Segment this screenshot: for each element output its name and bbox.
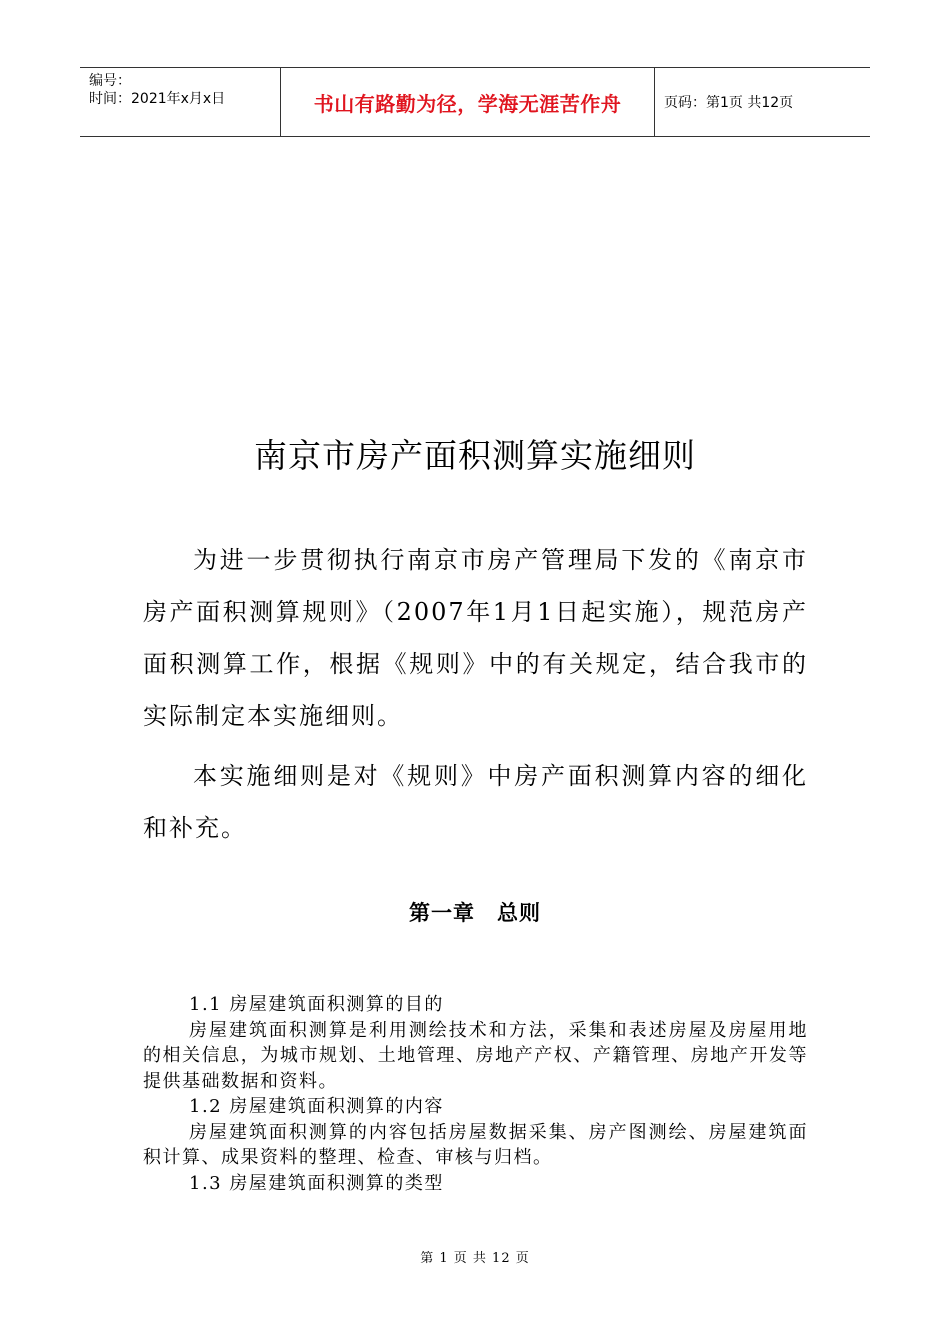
header-motto-cell bbox=[281, 68, 655, 136]
header-meta-cell bbox=[80, 68, 281, 136]
section-body-1-1: 房屋建筑面积测算是利用测绘技术和方法，采集和表述房屋及房屋用地的相关信息，为城市规划、土地管理、房地产产权、产籍管理、房地产开发等提供基础数据和资料。 bbox=[143, 1019, 808, 1092]
intro-paragraph-1: 为进一步贯彻执行南京市房产管理局下发的《南京市房产面积测算规则》（2007年1月1日起实施），规范房产面积测算工作，根据《规则》中的有关规定，结合我市的实际制定本实施细则。 bbox=[143, 546, 808, 730]
section-heading-1-3: 1.3 房屋建筑面积测算的类型 bbox=[189, 1172, 444, 1194]
section-body-1-2: 房屋建筑面积测算的内容包括房屋数据采集、房产图测绘、房屋建筑面积计算、成果资料的整理、检查、审核与归档。 bbox=[143, 1121, 808, 1168]
intro-paragraph-2: 本实施细则是对《规则》中房产面积测算内容的细化和补充。 bbox=[143, 762, 808, 842]
page-footer: 第 1 页 共 12 页 bbox=[420, 1251, 530, 1266]
chapter-title: 第一章 总则 bbox=[409, 901, 541, 925]
section-heading-1-2: 1.2 房屋建筑面积测算的内容 bbox=[189, 1096, 444, 1117]
document-number-label: 编号： bbox=[89, 73, 131, 89]
header-page-cell bbox=[655, 68, 870, 136]
header-motto: 书山有路勤为径，学海无涯苦作舟 bbox=[313, 91, 622, 116]
document-time-label: 时间：2021年x月x日 bbox=[89, 91, 226, 107]
section-heading-1-1: 1.1 房屋建筑面积测算的目的 bbox=[189, 994, 444, 1015]
document-title: 南京市房产面积测算实施细则 bbox=[254, 436, 696, 475]
header-page-label: 页码：第1页 共12页 bbox=[664, 95, 794, 111]
header-table bbox=[80, 67, 870, 137]
